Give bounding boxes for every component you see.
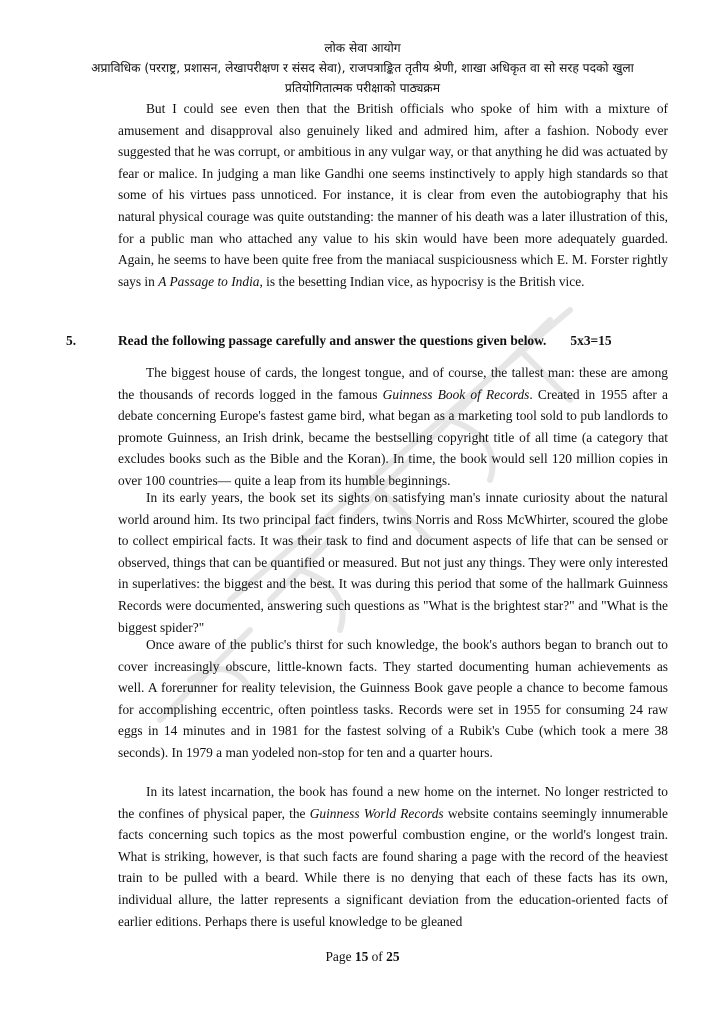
passage-text-end: , is the besetting Indian vice, as hypocrisy is the British vice. xyxy=(259,273,585,289)
question-instruction: Read the following passage carefully and answer the questions given below. xyxy=(118,333,547,348)
para-1-italic-title: Guinness Book of Records xyxy=(382,386,530,402)
question-heading xyxy=(66,333,666,349)
header-line-1: लोक सेवा आयोग xyxy=(324,41,401,55)
passage-paragraph-3: Once aware of the public's thirst for such knowledge, the book's authors began to branch out to cover increasingly obscure, little-known facts. They started documenting human achievements as well. A forerunner for reality television, the Guinness Book gave people a chance to become famous for accomplishing eccentric, often pointless tasks. Records were set in 1955 for consuming 24 raw eggs in 14 minutes and in 1981 for the fastest solving of a Rubik's Cube (which took a mere 38 seconds). In 1979 a man yodeled non-stop for ten and a quarter hours. xyxy=(118,637,668,760)
para-4-italic-title: Guinness World Records xyxy=(309,805,444,821)
para-1-text-a: The biggest house of cards, the longest tongue, and of course, the tallest man: these are among the thousands of records logged in the famous xyxy=(118,365,668,402)
passage-paragraph-1 xyxy=(118,362,668,492)
passage-text: But I could see even then that the British officials who spoke of him with a mixture of amusement and disapproval also genuinely liked and admired him, after a fashion. Nobody ever suggested that he was corrupt, or ambitious in any vulgar way, or that anything he did was actuated by fear or malice. In judging a man like Gandhi one seems instinctively to apply high standards so that some of his virtues pass unnoticed. For instance, it is clear from even the autobiography that his natural physical courage was quite outstanding: the manner of his death was a later illustration of this, for a public man who attached any value to his skin would have been more adequately guarded. Again, he seems to have been quite free from the maniacal suspiciousness which E. M. Forster rightly says in xyxy=(118,101,668,289)
passage-paragraph-4 xyxy=(118,781,668,932)
footer-total-pages: 25 xyxy=(386,949,400,964)
book-title-italic: A Passage to India xyxy=(158,273,260,289)
passage-paragraph-gandhi xyxy=(118,98,668,292)
document-header xyxy=(60,38,665,98)
header-line-3: प्रतियोगितात्मक परीक्षाको पाठ्यक्रम xyxy=(284,81,441,95)
question-marks: 5x3=15 xyxy=(570,333,612,348)
para-1-text-b: . Created in 1955 after a debate concerning Europe's fastest game bird, what began as a marketing tool sold to pub landlords to promote Guinness, an Irish drink, became the bestselling copyright title of all time (a category that excludes books such as the Bible and the Koran). In time, the book would sell 120 million copies in over 100 countries— quite a leap from its humble beginnings. xyxy=(118,386,668,488)
header-line-2: अप्राविधिक (परराष्ट्र, प्रशासन, लेखापरीक्षण र संसद सेवा), राजपत्राङ्कित तृतीय श्रेणी, शाखा अधिकृत वा सो सरह पदको खुला xyxy=(91,61,634,75)
question-number: 5. xyxy=(66,333,77,348)
page-footer xyxy=(0,949,725,965)
footer-prefix: Page xyxy=(325,949,355,964)
passage-paragraph-2: In its early years, the book set its sights on satisfying man's innate curiosity about the natural world around him. Its two principal fact finders, twins Norris and Ross McWhirter, scoured the globe to collect empirical facts. It was their task to find and document aspects of life that can be sensed or observed, things that can be quantified or measured. But not just any things. They were only interested in superlatives: the biggest and the best. It was during this period that some of the hallmark Guinness Records were documented, answering such questions as "What is the brightest star?" and "What is the biggest spider?" xyxy=(118,490,668,635)
para-4-text-a: In its latest incarnation, the book has found a new home on the internet. No longer restricted to the confines of physical paper, the xyxy=(118,784,668,821)
footer-middle: of xyxy=(368,949,387,964)
footer-current-page: 15 xyxy=(354,949,369,964)
para-4-text-b: website contains seemingly innumerable facts concerning such topics as the most powerful combustion engine, or the world's longest train. What is striking, however, is that such facts are found sharing a page with the record of the heaviest train to be pulled with a beard. While there is no denying that each of these facts has its own, individual allure, the latter represents a significant deviation from the education-oriented facts of earlier editions. Perhaps there is useful knowledge to be gleaned xyxy=(118,805,668,929)
